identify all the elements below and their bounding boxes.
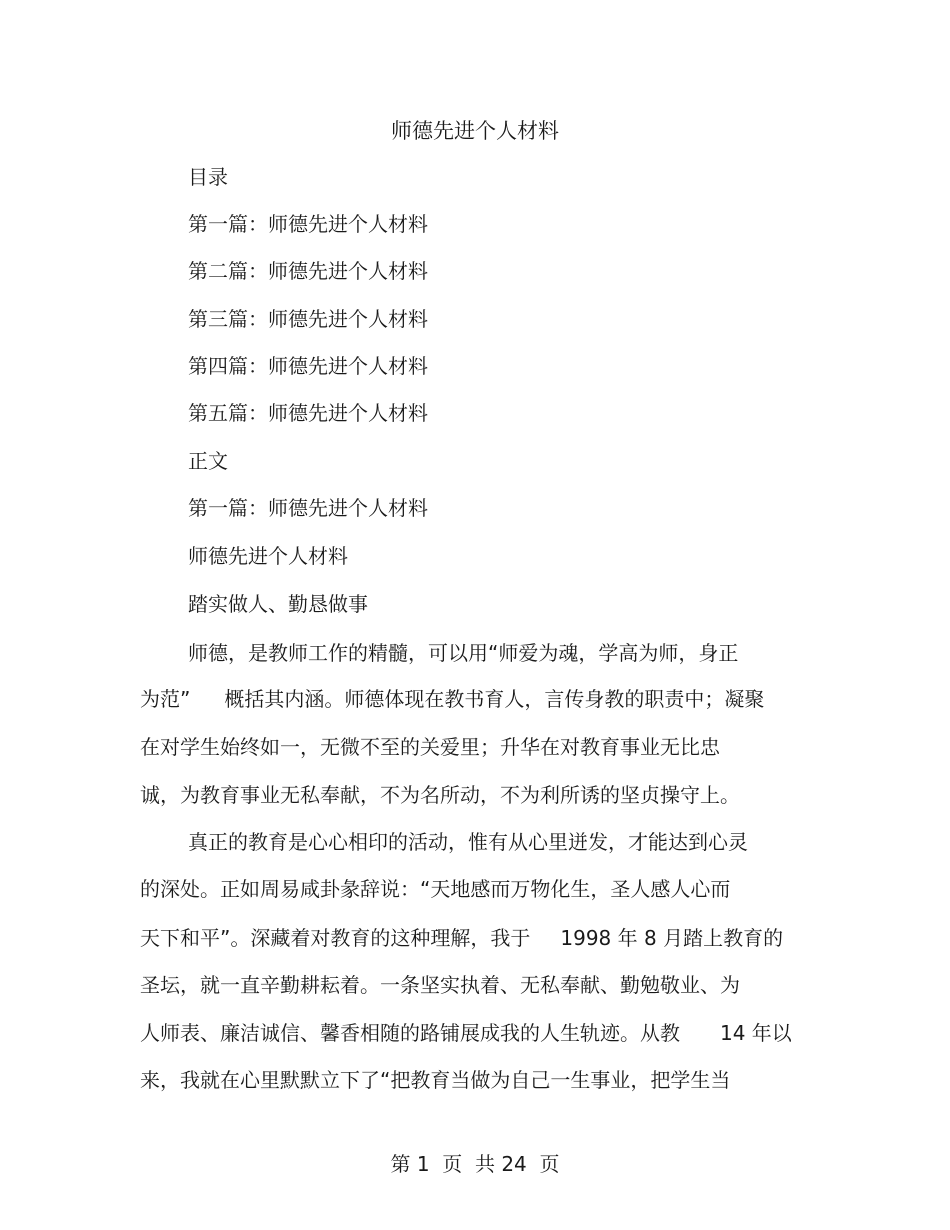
p1-line-2 (140, 685, 764, 713)
subtitle: 踏实做人、勤恳做事 (188, 592, 368, 616)
p2-line-2: 的深处。正如周易咸卦彖辞说：“天地感而万物化生，圣人感人心而 (140, 877, 731, 901)
p2-line-5 (140, 1019, 792, 1047)
p1-line-4: 诚，为教育事业无私奉献，不为名所动，不为利所诱的坚贞操守上。 (140, 783, 740, 807)
p2-line-6: 来，我就在心里默默立下了“把教育当做为自己一生事业，把学生当 (140, 1068, 731, 1092)
p1-line-3: 在对学生始终如一，无微不至的关爱里；升华在对教育事业无比忠 (140, 735, 720, 759)
p2-line-5a: 人师表、廉洁诚信、馨香相随的路铺展成我的人生轨迹。从教 (140, 1021, 680, 1045)
p2-line-1: 真正的教育是心心相印的活动，惟有从心里迸发，才能达到心灵 (188, 830, 748, 854)
toc-item-4: 第四篇：师德先进个人材料 (188, 354, 428, 378)
toc-item-2: 第二篇：师德先进个人材料 (188, 259, 428, 283)
section-title: 第一篇：师德先进个人材料 (188, 496, 428, 520)
toc-item-3: 第三篇：师德先进个人材料 (188, 307, 428, 331)
p2-line-4: 圣坛，就一直辛勤耕耘着。一条坚实执着、无私奉献、勤勉敬业、为 (140, 973, 740, 997)
p1-line-1: 师德，是教师工作的精髓，可以用“师爱为魂，学高为师，身正 (188, 641, 739, 665)
p1-line-2b: 概括其内涵。师德体现在教书育人，言传身教的职责中；凝聚 (224, 687, 765, 711)
doc-title: 师德先进个人材料 (188, 544, 348, 568)
p2-line-3 (140, 924, 783, 952)
toc-item-5: 第五篇：师德先进个人材料 (188, 401, 428, 425)
p2-line-3a: 天下和平”。深藏着对教育的这种理解，我于 (140, 926, 531, 950)
p2-line-5b: 14 年以 (720, 1021, 792, 1045)
page-footer: 第 1 页 共 24 页 (390, 1152, 560, 1176)
body-heading: 正文 (188, 449, 228, 473)
document-title: 师德先进个人材料 (391, 119, 559, 143)
p1-line-2a: 为范” (140, 687, 191, 711)
toc-heading: 目录 (188, 165, 228, 189)
toc-item-1: 第一篇：师德先进个人材料 (188, 212, 428, 236)
p2-line-3b: 1998 年 8 月踏上教育的 (560, 926, 784, 950)
